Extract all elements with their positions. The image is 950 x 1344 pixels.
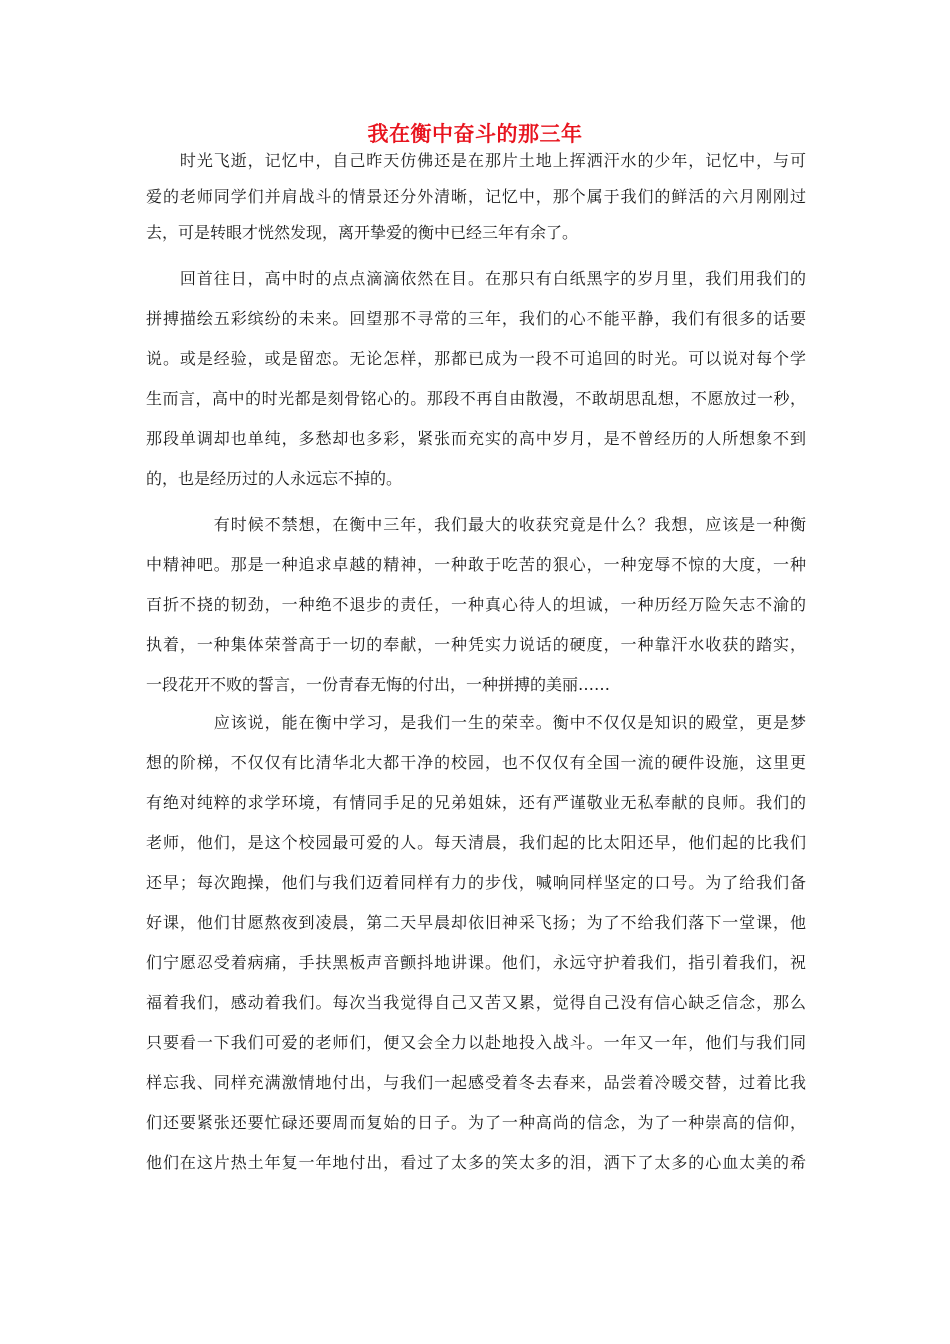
paragraph-line: 样忘我、同样充满激情地付出，与我们一起感受着冬去春来，品尝着冷暖交替，过着比我 [146, 1073, 806, 1092]
paragraph-line: 应该说，能在衡中学习，是我们一生的荣幸。衡中不仅仅是知识的殿堂，更是梦 [146, 713, 806, 732]
paragraph-line: 只要看一下我们可爱的老师们，便又会全力以赴地投入战斗。一年又一年，他们与我们同 [146, 1033, 806, 1052]
paragraph-line: 有时候不禁想，在衡中三年，我们最大的收获究竟是什么？我想，应该是一种衡 [146, 515, 806, 534]
paragraph-line: 那段单调却也单纯，多愁却也多彩，紧张而充实的高中岁月，是不曾经历的人所想象不到 [146, 429, 806, 448]
paragraph-line: 百折不挠的韧劲，一种绝不退步的责任，一种真心待人的坦诚，一种历经万险矢志不渝的 [146, 595, 806, 614]
paragraph-line: 说。或是经验，或是留恋。无论怎样，那都已成为一段不可追回的时光。可以说对每个学 [146, 349, 806, 368]
paragraph-line: 去，可是转眼才恍然发现，离开挚爱的衡中已经三年有余了。 [146, 223, 579, 242]
paragraph-line: 爱的老师同学们并肩战斗的情景还分外清晰，记忆中，那个属于我们的鲜活的六月刚刚过 [146, 187, 806, 206]
paragraph-line: 有绝对纯粹的求学环境，有情同手足的兄弟姐妹，还有严谨敬业无私奉献的良师。我们的 [146, 793, 806, 812]
paragraph-line: 一段花开不败的誓言，一份青春无悔的付出，一种拼搏的美丽…… [146, 675, 611, 694]
paragraph-line: 想的阶梯，不仅仅有比清华北大都干净的校园，也不仅仅有全国一流的硬件设施，这里更 [146, 753, 806, 772]
paragraph-line: 们宁愿忍受着病痛，手扶黑板声音颤抖地讲课。他们，永远守护着我们，指引着我们，祝 [146, 953, 806, 972]
paragraph-line: 中精神吧。那是一种追求卓越的精神，一种敢于吃苦的狠心，一种宠辱不惊的大度，一种 [146, 555, 806, 574]
paragraph-line: 们还要紧张还要忙碌还要周而复始的日子。为了一种高尚的信念，为了一种崇高的信仰， [146, 1113, 806, 1132]
paragraph-line: 时光飞逝，记忆中，自己昨天仿佛还是在那片土地上挥洒汗水的少年，记忆中，与可 [146, 151, 806, 170]
paragraph-line: 生而言，高中的时光都是刻骨铭心的。那段不再自由散漫，不敢胡思乱想，不愿放过一秒， [146, 389, 806, 408]
paragraph-line: 执着，一种集体荣誉高于一切的奉献，一种凭实力说话的硬度，一种靠汗水收获的踏实， [146, 635, 806, 654]
paragraph-line: 他们在这片热土年复一年地付出，看过了太多的笑太多的泪，洒下了太多的心血太美的希 [146, 1153, 806, 1172]
paragraph-line: 老师，他们，是这个校园最可爱的人。每天清晨，我们起的比太阳还早，他们起的比我们 [146, 833, 806, 852]
paragraph-line: 好课，他们甘愿熬夜到凌晨，第二天早晨却依旧神采飞扬；为了不给我们落下一堂课，他 [146, 913, 806, 932]
paragraph-line: 福着我们，感动着我们。每次当我觉得自己又苦又累，觉得自己没有信心缺乏信念，那么 [146, 993, 806, 1012]
page-title: 我在衡中奋斗的那三年 [367, 122, 583, 146]
paragraph-line: 的，也是经历过的人永远忘不掉的。 [146, 469, 403, 488]
paragraph-line: 回首往日，高中时的点点滴滴依然在目。在那只有白纸黑字的岁月里，我们用我们的 [146, 269, 806, 288]
paragraph-line: 拼搏描绘五彩缤纷的未来。回望那不寻常的三年，我们的心不能平静，我们有很多的话要 [146, 309, 806, 328]
paragraph-line: 还早；每次跑操，他们与我们迈着同样有力的步伐，喊响同样坚定的口号。为了给我们备 [146, 873, 806, 892]
